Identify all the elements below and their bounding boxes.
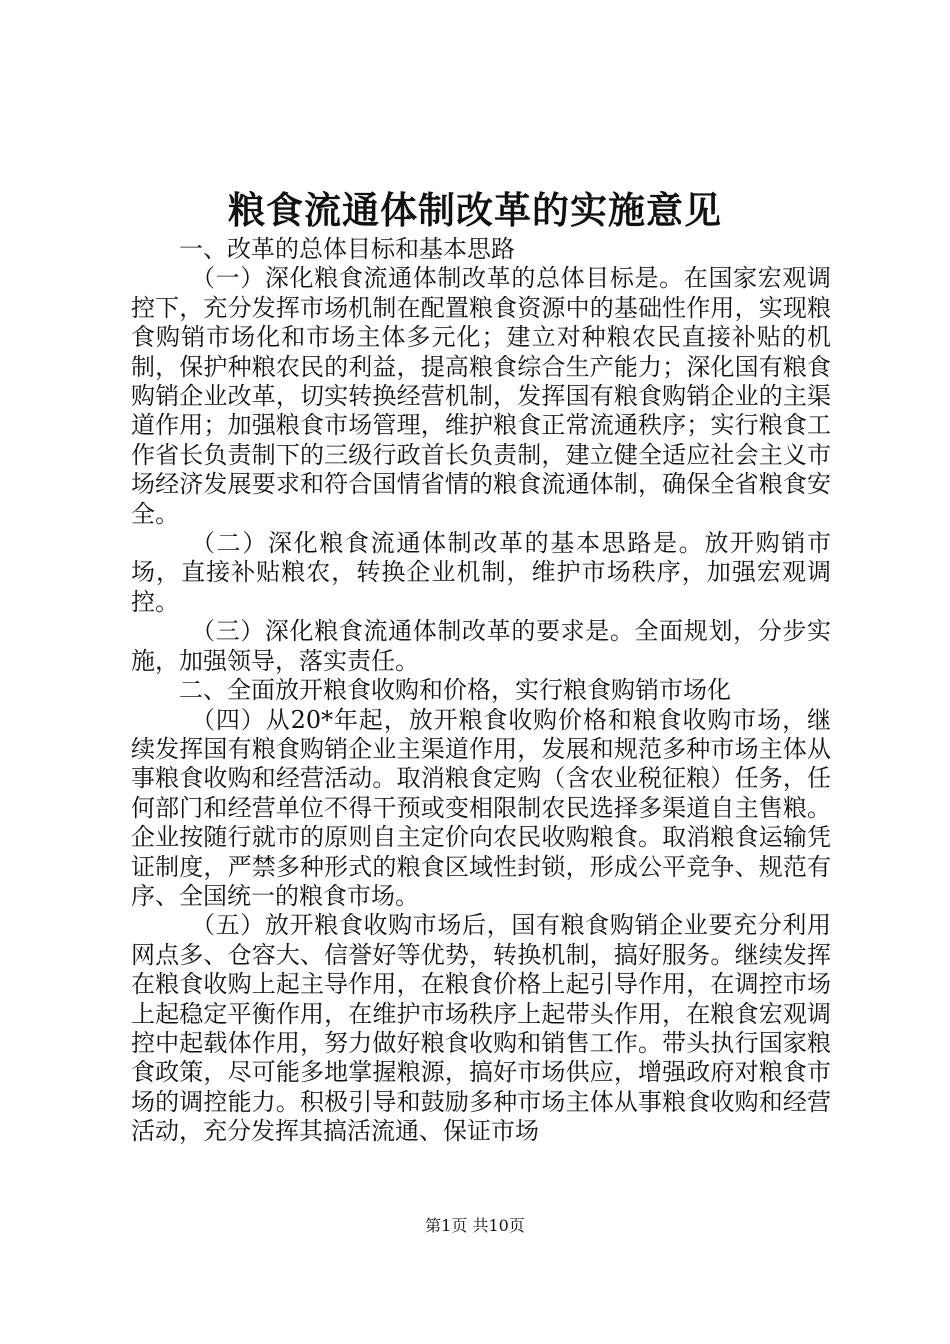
paragraph-2: （二）深化粮食流通体制改革的基本思路是。放开购销市场，直接补贴粮农，转换企业机制，维护市场秩序，加强宏观调控。: [131, 529, 831, 616]
paragraph-1: （一）深化粮食流通体制改革的总体目标是。在国家宏观调控下，充分发挥市场机制在配置粮食资源中的基础性作用，实现粮食购销市场化和市场主体多元化；建立对种粮农民直接补贴的机制，保护种粮农民的利益，提高粮食综合生产能力；深化国有粮食购销企业改革，切实转换经营机制，发挥国有粮食购销企业的主渠道作用；加强粮食市场管理，维护粮食正常流通秩序；实行粮食工作省长负责制下的三级行政首长负责制，建立健全适应社会主义市场经济发展要求和符合国情省情的粮食流通体制，确保全省粮食安全。: [131, 264, 831, 528]
section-heading-2: 二、全面放开粮食收购和价格，实行粮食购销市场化: [179, 676, 731, 705]
document-body: [131, 235, 831, 1147]
paragraph-5: （五）放开粮食收购市场后，国有粮食购销企业要充分利用网点多、仓容大、信誉好等优势，转换机制，搞好服务。继续发挥在粮食收购上起主导作用，在粮食价格上起引导作用，在调控市场上起稳定平衡作用，在维护市场秩序上起带头作用，在粮食宏观调控中起载体作用，努力做好粮食收购和销售工作。带头执行国家粮食政策，尽可能多地掌握粮源，搞好市场供应，增强政府对粮食市场的调控能力。积极引导和鼓励多种市场主体从事粮食收购和经营活动，充分发挥其搞活流通、保证市场: [131, 911, 831, 1146]
document-title: 粮食流通体制改革的实施意见: [228, 188, 722, 232]
paragraph-3: （三）深化粮食流通体制改革的要求是。全面规划，分步实施，加强领导，落实责任。: [131, 617, 831, 675]
page-footer: 第1页 共10页: [425, 1216, 525, 1235]
paragraph-4: （四）从20*年起，放开粮食收购价格和粮食收购市场，继续发挥国有粮食购销企业主渠道作用，发展和规范多种市场主体从事粮食收购和经营活动。取消粮食定购（含农业税征粮）任务，任何部门和经营单位不得干预或变相限制农民选择多渠道自主售粮。企业按随行就市的原则自主定价向农民收购粮食。取消粮食运输凭证制度，严禁多种形式的粮食区域性封锁，形成公平竞争、规范有序、全国统一的粮食市场。: [131, 705, 831, 910]
section-heading-1: 一、改革的总体目标和基本思路: [179, 235, 515, 263]
